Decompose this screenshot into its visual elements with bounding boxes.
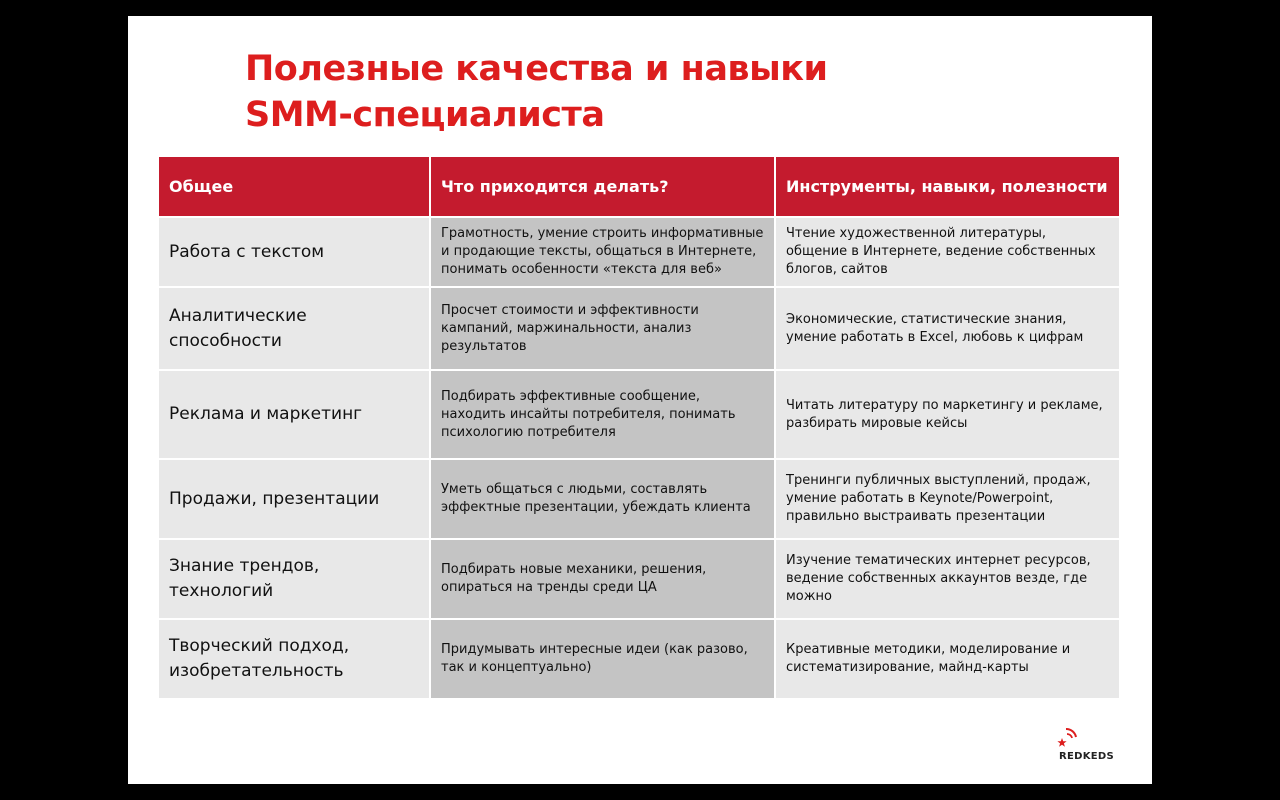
slide-title xyxy=(245,46,1125,138)
cell-tools: Читать литературу по маркетингу и рекламе, разбирать мировые кейсы xyxy=(775,370,1120,459)
cell-what-to-do: Подбирать новые механики, решения, опираться на тренды среди ЦА xyxy=(430,539,775,619)
skills-table xyxy=(157,155,1121,700)
table-header-row xyxy=(158,156,1120,217)
cell-what-to-do: Просчет стоимости и эффективности кампаний, маржинальности, анализ результатов xyxy=(430,287,775,370)
table-row xyxy=(158,619,1120,699)
cell-tools: Экономические, статистические знания, умение работать в Excel, любовь к цифрам xyxy=(775,287,1120,370)
table-row xyxy=(158,370,1120,459)
header-general: Общее xyxy=(158,156,430,217)
cell-what-to-do: Подбирать эффективные сообщение, находить инсайты потребителя, понимать психологию потребителя xyxy=(430,370,775,459)
header-what-to-do: Что приходится делать? xyxy=(430,156,775,217)
red-star-icon xyxy=(1057,726,1081,750)
slide xyxy=(128,16,1152,784)
cell-general: Работа с текстом xyxy=(158,217,430,287)
redkeds-logo xyxy=(1057,726,1117,772)
cell-general: Знание трендов, технологий xyxy=(158,539,430,619)
table-row xyxy=(158,539,1120,619)
cell-what-to-do: Грамотность, умение строить информативные и продающие тексты, общаться в Интернете, понимать особенности «текста для веб» xyxy=(430,217,775,287)
cell-general: Реклама и маркетинг xyxy=(158,370,430,459)
cell-what-to-do: Придумывать интересные идеи (как разово, так и концептуально) xyxy=(430,619,775,699)
cell-tools: Изучение тематических интернет ресурсов, ведение собственных аккаунтов везде, где можно xyxy=(775,539,1120,619)
table-row xyxy=(158,217,1120,287)
logo-text: REDKEDS xyxy=(1059,751,1115,762)
slide-title-line-2: SMM-специалиста xyxy=(245,95,605,135)
table-row xyxy=(158,459,1120,539)
cell-what-to-do: Уметь общаться с людьми, составлять эффектные презентации, убеждать клиента xyxy=(430,459,775,539)
header-tools: Инструменты, навыки, полезности xyxy=(775,156,1120,217)
slide-title-line-1: Полезные качества и навыки xyxy=(245,49,828,89)
table-row xyxy=(158,287,1120,370)
cell-general: Творческий подход, изобретательность xyxy=(158,619,430,699)
cell-general: Аналитические способности xyxy=(158,287,430,370)
cell-general: Продажи, презентации xyxy=(158,459,430,539)
cell-tools: Тренинги публичных выступлений, продаж, умение работать в Keynote/Powerpoint, правильно выстраивать презентации xyxy=(775,459,1120,539)
cell-tools: Чтение художественной литературы, общение в Интернете, ведение собственных блогов, сайтов xyxy=(775,217,1120,287)
cell-tools: Креативные методики, моделирование и систематизирование, майнд-карты xyxy=(775,619,1120,699)
